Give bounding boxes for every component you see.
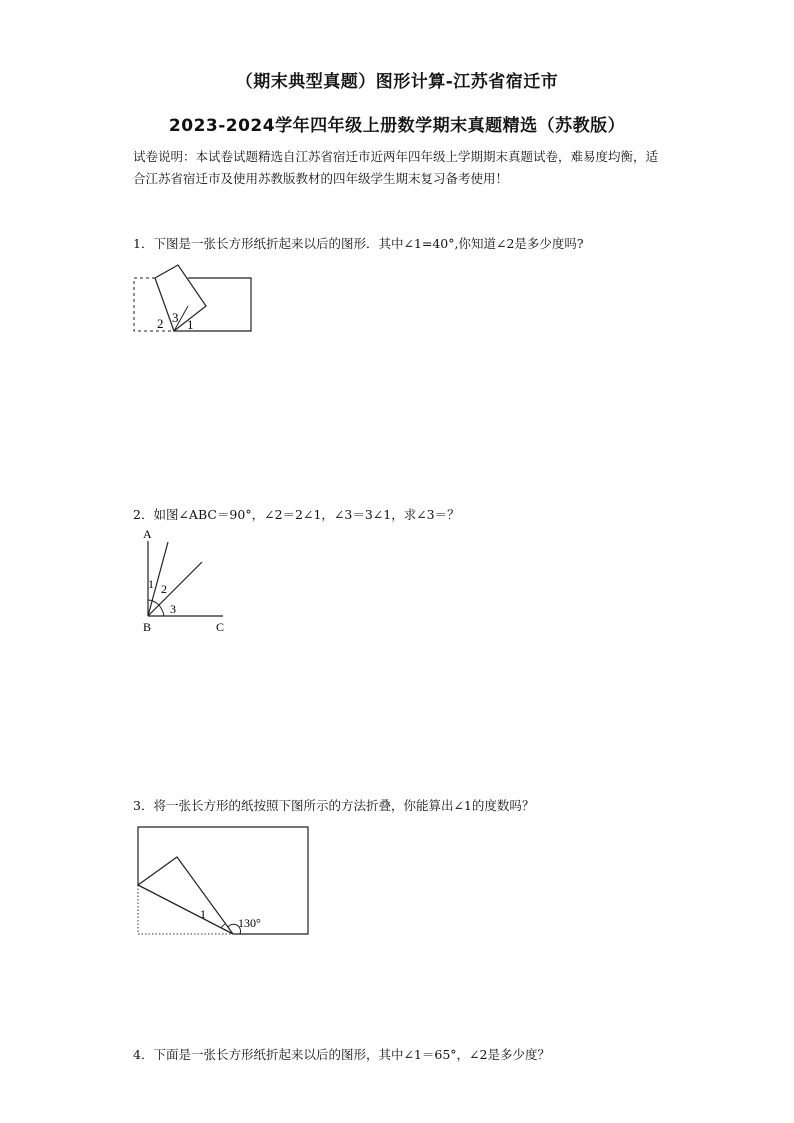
question-2-text: 2．如图∠ABC＝90°，∠2＝2∠1，∠3＝3∠1，求∠3＝？ [133,507,460,522]
angle-arc-1 [221,924,225,928]
fold-dashed-outline [134,278,174,331]
question-3-figure [133,823,313,943]
folded-flap [138,857,233,934]
q1-angle-label-1: 1 [187,317,194,332]
question-3-text: 3．将一张长方形的纸按照下图所示的方法折叠，你能算出∠1的度数吗？ [133,798,535,813]
question-4-text: 4．下面是一张长方形纸折起来以后的图形，其中∠1＝65°，∠2是多少度？ [133,1047,550,1062]
q2-angle-label-2: 2 [161,582,167,596]
question-1-figure [128,258,258,338]
q2-angle-label-3: 3 [170,602,176,616]
q1-angle-label-2: 2 [157,316,164,331]
fold-line [138,885,233,934]
title-line-1: （期末典型真题）图形计算-江苏省宿迁市 [235,72,559,92]
q3-angle-label-130: 130° [238,916,261,930]
angle-arc-3 [162,610,164,616]
q2-label-a: A [143,527,152,541]
exam-instructions: 试卷说明：本试卷试题精选自江苏省宿迁市近两年四年级上学期期末真题试卷，难易度均衡，适合江苏省宿迁市及使用苏教版教材的四年级学生期末复习备考使用！ [133,149,659,186]
q2-angle-label-1: 1 [148,577,154,591]
q2-label-b: B [143,620,152,634]
rectangle-outline [138,827,308,934]
title-line-2: 2023-2024学年四年级上册数学期末真题精选（苏教版） [168,116,626,136]
q2-label-c: C [216,620,225,634]
q1-angle-label-3: 3 [172,310,179,325]
question-2-figure [138,525,238,640]
q3-angle-label-1: 1 [200,907,206,921]
question-1-text: 1．下图是一张长方形纸折起来以后的图形．其中∠1=40°,你知道∠2是多少度吗? [133,236,584,251]
rectangle-outline [174,278,251,331]
